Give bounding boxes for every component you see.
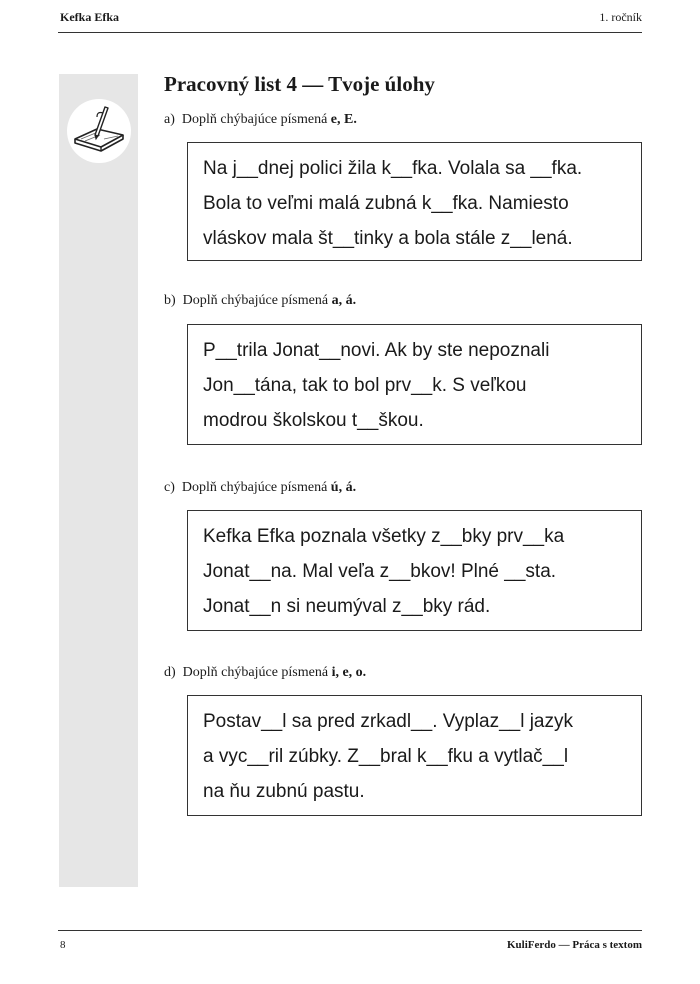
task-instruction: Doplň chýbajúce písmená <box>181 112 328 127</box>
task-letters: a, á. <box>331 293 357 308</box>
text-line: Postav__l sa pred zrkadl__. Vyplaz__l jazyk <box>203 711 573 732</box>
text-line: Jon__tána, tak to bol prv__k. S veľkou <box>203 375 527 396</box>
page-number: 8 <box>60 939 66 951</box>
task-a-label <box>164 112 357 128</box>
task-d-text-box <box>187 695 642 816</box>
task-c-text-box <box>187 510 642 631</box>
icon-circle <box>67 99 131 163</box>
text-line: Jonat__n si neumýval z__bky rád. <box>203 596 491 617</box>
task-letters: ú, á. <box>330 480 357 495</box>
header-divider <box>58 32 642 33</box>
text-line: Jonat__na. Mal veľa z__bkov! Plné __sta. <box>203 561 557 582</box>
task-b-text-box <box>187 324 642 445</box>
text-line: a vyc__ril zúbky. Z__bral k__fku a vytlač__l <box>203 746 569 767</box>
task-c-label <box>164 480 356 496</box>
task-d-label <box>164 665 366 681</box>
footer-publication: KuliFerdo — Práca s textom <box>506 939 642 951</box>
text-line: Na j__dnej polici žila k__fka. Volala sa __fka. <box>203 158 583 179</box>
book-with-pen-icon <box>67 99 131 163</box>
task-letters: e, E. <box>330 112 357 127</box>
page-title: Pracovný list 4 — Tvoje úlohy <box>164 72 435 96</box>
task-marker: b) <box>164 293 176 308</box>
page-header-right: 1. ročník <box>599 10 642 24</box>
text-line: Bola to veľmi malá zubná k__fka. Namiesto <box>203 193 569 214</box>
task-marker: c) <box>164 480 175 495</box>
page-header-left: Kefka Efka <box>60 10 120 24</box>
task-b-label <box>164 293 356 309</box>
task-a-text-box <box>187 142 642 261</box>
text-line: vláskov mala št__tinky a bola stále z__lená. <box>203 228 573 249</box>
footer-divider <box>58 930 642 931</box>
task-instruction: Doplň chýbajúce písmená <box>182 293 329 308</box>
task-instruction: Doplň chýbajúce písmená <box>181 480 328 495</box>
text-line: modrou školskou t__škou. <box>203 410 424 431</box>
task-instruction: Doplň chýbajúce písmená <box>182 665 329 680</box>
task-marker: a) <box>164 112 175 127</box>
text-line: na ňu zubnú pastu. <box>203 781 365 802</box>
text-line: Kefka Efka poznala všetky z__bky prv__ka <box>203 526 565 547</box>
task-letters: i, e, o. <box>331 665 367 680</box>
sidebar-strip <box>59 74 138 887</box>
task-marker: d) <box>164 665 176 680</box>
text-line: P__trila Jonat__novi. Ak by ste nepoznali <box>203 340 550 361</box>
